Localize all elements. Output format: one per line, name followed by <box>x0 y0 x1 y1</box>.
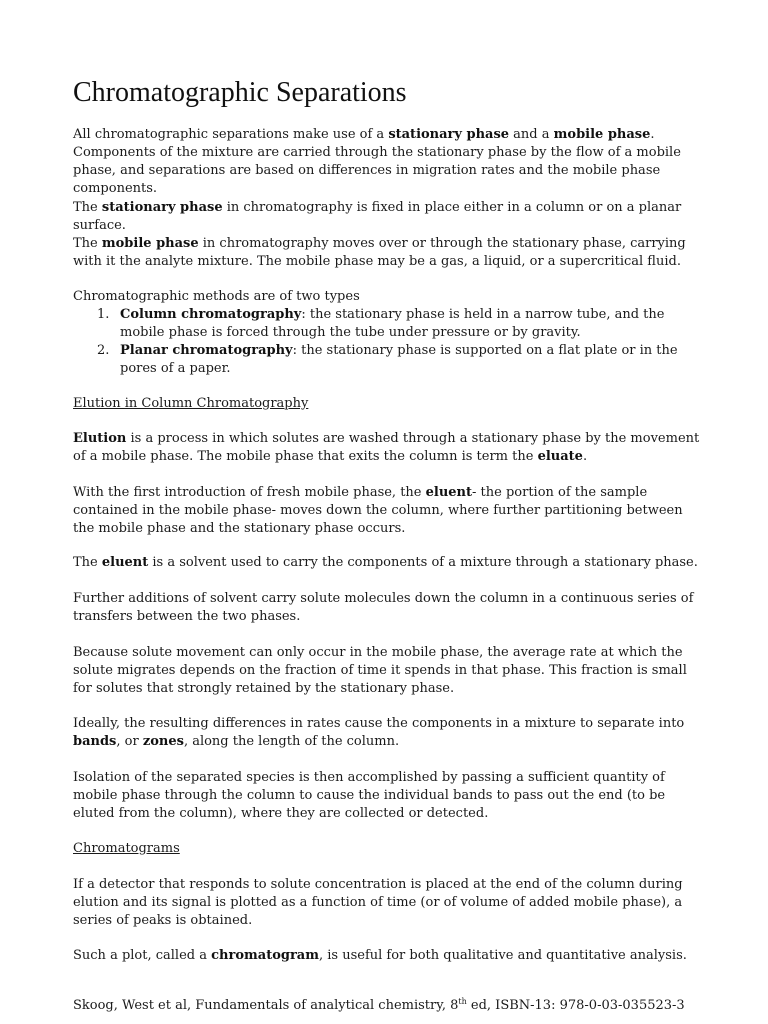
paragraph-detector: If a detector that responds to solute concentration is placed at the end of the column during elution and its signal is plotted as a function of time (or of volume of added mobile phase), a series of peaks is obtained. <box>73 877 683 928</box>
bold-term: stationary phase <box>101 200 223 215</box>
paragraph-intro <box>73 126 703 198</box>
methods-intro: Chromatographic methods are of two types <box>73 289 360 304</box>
text-run: . Components of the mixture are carried through the stationary phase by the flow of a mobile phase, and separations are based on differences in migration rates and the mobile phase components. <box>73 127 681 196</box>
paragraph-stationary-phase <box>73 199 703 235</box>
paragraph-isolation: Isolation of the separated species is then accomplished by passing a sufficient quantity of mobile phase through the column to cause the individual bands to pass out the end (to be eluted from the column), where they are collected or detected. <box>73 770 666 821</box>
text-run: and a <box>509 127 554 142</box>
text-run: , along the length of the column. <box>183 734 400 749</box>
list-item <box>73 306 703 342</box>
paragraph-eluent-definition <box>73 554 703 572</box>
bold-term: eluent <box>425 485 473 500</box>
text-run: , is useful for both qualitative and quantitative analysis. <box>318 948 687 963</box>
bold-term: chromatogram <box>211 948 319 963</box>
text-run: The <box>73 236 102 251</box>
text-run: , or <box>116 734 143 749</box>
text-run: in chromatography is fixed in place either in a column or on a planar surface. <box>73 200 682 233</box>
section-heading-elution: Elution in Column Chromatography <box>73 396 309 411</box>
text-run: All chromatographic separations make use of a <box>73 127 389 142</box>
text-run: in chromatography moves over or through the stationary phase, carrying with it the analyte mixture. The mobile phase may be a gas, a liquid, or a supercritical fluid. <box>73 236 686 269</box>
section-heading-chromatograms: Chromatograms <box>73 841 180 856</box>
page-title: Chromatographic Separations <box>73 77 407 108</box>
bold-term: eluate <box>537 449 583 464</box>
text-run: is a process in which solutes are washed through a stationary phase by the movement of a mobile phase. The mobile phase that exits the column is term the <box>73 431 700 464</box>
bold-term: Elution <box>73 431 127 446</box>
text-run: Such a plot, called a <box>73 948 212 963</box>
text-run: ed, ISBN-13: 978-0-03-035523-3 <box>466 998 685 1013</box>
list-item <box>73 342 703 378</box>
list-number: 1. <box>97 307 110 322</box>
bold-term: mobile phase <box>553 127 651 142</box>
paragraph-solute-movement: Because solute movement can only occur in the mobile phase, the average rate at which the solute migrates depends on the fraction of time it spends in that phase. This fraction is small for solutes that strongly retained by the stationary phase. <box>73 645 687 696</box>
methods-list <box>73 306 703 378</box>
text-run: - the portion of the sample contained in the mobile phase- moves down the column, where further partitioning between the mobile phase and the stationary phase occurs. <box>73 485 683 536</box>
paragraph-elution <box>73 430 703 466</box>
citation <box>73 997 733 1015</box>
bold-term: mobile phase <box>101 236 199 251</box>
superscript: th <box>458 997 467 1006</box>
bold-term: stationary phase <box>388 127 510 142</box>
text-run: : the stationary phase is held in a narrow tube, and the mobile phase is forced through the tube under pressure or by gravity. <box>120 307 665 340</box>
text-run: Ideally, the resulting differences in rates cause the components in a mixture to separate into <box>73 716 685 731</box>
paragraph-eluent-intro <box>73 484 703 538</box>
bold-term: Planar chromatography <box>120 343 293 358</box>
bold-term: Column chromatography <box>120 307 302 322</box>
paragraph-mobile-phase <box>73 235 703 271</box>
bold-term: bands <box>73 734 117 749</box>
bold-term: eluent <box>101 555 149 570</box>
text-run: With the first introduction of fresh mobile phase, the <box>73 485 426 500</box>
paragraph-solvent-additions: Further additions of solvent carry solute molecules down the column in a continuous series of transfers between the two phases. <box>73 591 694 624</box>
paragraph-bands <box>73 715 703 751</box>
text-run: Skoog, West et al, Fundamentals of analytical chemistry, 8 <box>73 998 459 1013</box>
text-run: The <box>73 555 102 570</box>
text-run: The <box>73 200 102 215</box>
text-run: is a solvent used to carry the components of a mixture through a stationary phase. <box>148 555 698 570</box>
text-run: : the stationary phase is supported on a flat plate or in the pores of a paper. <box>120 343 678 376</box>
text-run: . <box>582 449 588 464</box>
paragraph-chromatogram <box>73 947 703 965</box>
list-number: 2. <box>97 343 110 358</box>
bold-term: zones <box>142 734 184 749</box>
